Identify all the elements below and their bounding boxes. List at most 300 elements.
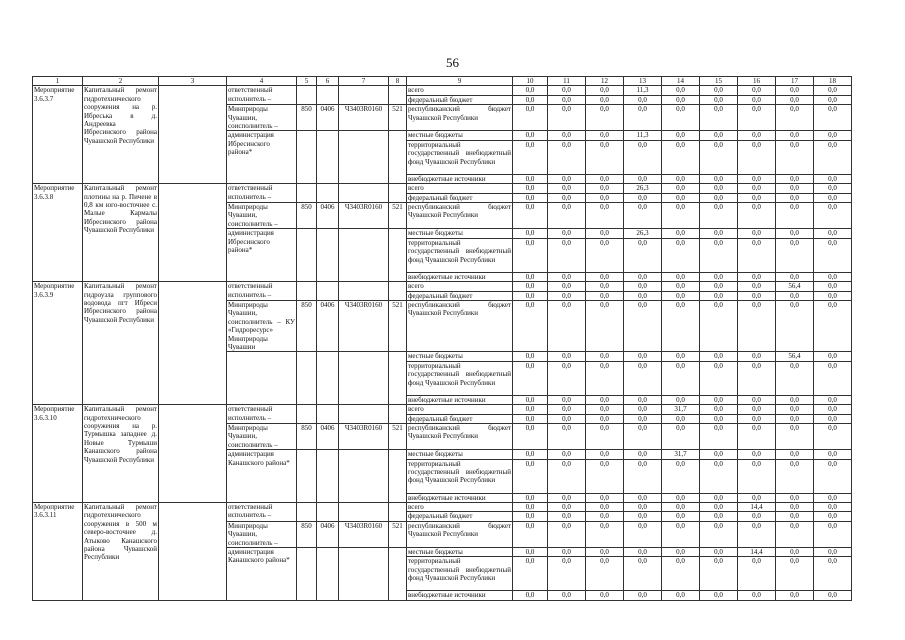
amount-cell: 0,0: [814, 131, 852, 140]
funding-source: местные бюджеты: [407, 131, 513, 140]
column-number: 4: [227, 77, 297, 86]
amount-cell: 0,0: [700, 95, 738, 104]
amount-cell: 0,0: [738, 405, 776, 414]
amount-cell: 11,3: [624, 131, 662, 140]
column-number: 16: [738, 77, 776, 86]
funding-source: всего: [407, 405, 513, 414]
amount-cell: 0,0: [738, 395, 776, 404]
amount-cell: 0,0: [700, 203, 738, 229]
csr-code: Ч3403R0160: [339, 300, 389, 351]
funding-source: территориальный государственный внебюджетный фонд Чувашской Республики: [407, 140, 513, 174]
responsible-executor: ответственный исполнитель –: [227, 503, 297, 522]
csr-code: Ч3403R0160: [339, 521, 389, 547]
measure-title: Капитальный ремонт гидротехнического сооружения на р. Ибреська в д. Андреевка Ибресинского района Чувашской Республики: [83, 86, 159, 184]
amount-cell: 0,0: [738, 140, 776, 174]
amount-cell: 0,0: [700, 86, 738, 95]
amount-cell: 0,0: [548, 395, 586, 404]
rzpr-empty: [317, 503, 339, 522]
amount-cell: 0,0: [662, 395, 700, 404]
amount-cell: 0,0: [548, 131, 586, 140]
vr-empty: [389, 503, 407, 522]
grbs-empty: [297, 450, 317, 503]
co-executor: Минприроды Чувашии, соисполнитель –: [227, 203, 297, 229]
amount-cell: 0,0: [814, 557, 852, 591]
amount-cell: 0,0: [586, 548, 624, 557]
funding-source: внебюджетные источники: [407, 591, 513, 600]
amount-cell: 0,0: [700, 140, 738, 174]
amount-cell: 0,0: [513, 361, 548, 395]
amount-cell: 0,0: [814, 238, 852, 272]
column-number: 7: [339, 77, 389, 86]
amount-cell: 0,0: [776, 203, 814, 229]
rzpr-empty: [317, 352, 339, 405]
amount-cell: 0,0: [776, 229, 814, 238]
amount-cell: 0,0: [700, 352, 738, 361]
amount-cell: 0,0: [624, 282, 662, 291]
amount-cell: 0,0: [662, 557, 700, 591]
vr-empty: [389, 450, 407, 503]
responsible-executor: ответственный исполнитель –: [227, 282, 297, 301]
vr-empty: [389, 86, 407, 105]
csr-empty: [339, 131, 389, 184]
amount-cell: 0,0: [586, 174, 624, 183]
amount-cell: 0,0: [814, 95, 852, 104]
amount-cell: 0,0: [776, 174, 814, 183]
rzpr-empty: [317, 184, 339, 203]
amount-cell: 0,0: [513, 548, 548, 557]
grbs-empty: [297, 184, 317, 203]
amount-cell: 0,0: [586, 105, 624, 131]
amount-cell: 0,0: [624, 591, 662, 600]
column-number: 11: [548, 77, 586, 86]
amount-cell: 0,0: [624, 352, 662, 361]
amount-cell: 0,0: [776, 193, 814, 202]
amount-cell: 0,0: [700, 414, 738, 423]
amount-cell: 0,0: [624, 548, 662, 557]
amount-cell: 0,0: [814, 423, 852, 449]
vr-code: 521: [389, 521, 407, 547]
rzpr-empty: [317, 131, 339, 184]
rzpr-empty: [317, 548, 339, 601]
vr-code: 521: [389, 203, 407, 229]
amount-cell: 0,0: [776, 272, 814, 281]
amount-cell: 0,0: [738, 423, 776, 449]
amount-cell: 0,0: [548, 352, 586, 361]
rzpr-code: 0406: [317, 300, 339, 351]
amount-cell: 0,0: [624, 193, 662, 202]
amount-cell: 0,0: [586, 503, 624, 512]
grbs-empty: [297, 86, 317, 105]
amount-cell: 0,0: [548, 229, 586, 238]
amount-cell: 0,0: [814, 140, 852, 174]
rzpr-empty: [317, 229, 339, 282]
amount-cell: 0,0: [586, 86, 624, 95]
responsible-executor: ответственный исполнитель –: [227, 86, 297, 105]
grbs-empty: [297, 548, 317, 601]
vr-code: 521: [389, 105, 407, 131]
rzpr-empty: [317, 86, 339, 105]
amount-cell: 0,0: [662, 548, 700, 557]
vr-code: 521: [389, 300, 407, 351]
amount-cell: 0,0: [738, 174, 776, 183]
amount-cell: 0,0: [738, 300, 776, 351]
amount-cell: 0,0: [776, 105, 814, 131]
co-executor: Минприроды Чувашии, соисполнитель –: [227, 521, 297, 547]
measure-title: Капитальный ремонт гидротехнического сооружения на р. Турмышка западнее д. Новые Турмыши Канашского района Чувашской Республики: [83, 405, 159, 503]
funding-source: территориальный государственный внебюджетный фонд Чувашской Республики: [407, 557, 513, 591]
amount-cell: 0,0: [662, 503, 700, 512]
amount-cell: 14,4: [738, 503, 776, 512]
amount-cell: 0,0: [586, 405, 624, 414]
amount-cell: 0,0: [624, 203, 662, 229]
amount-cell: 0,0: [586, 414, 624, 423]
amount-cell: 0,0: [513, 282, 548, 291]
amount-cell: 0,0: [776, 512, 814, 521]
amount-cell: 0,0: [513, 105, 548, 131]
amount-cell: 0,0: [548, 512, 586, 521]
amount-cell: 0,0: [662, 521, 700, 547]
amount-cell: 0,0: [548, 105, 586, 131]
funding-source: местные бюджеты: [407, 352, 513, 361]
amount-cell: 0,0: [662, 459, 700, 493]
amount-cell: 0,0: [700, 361, 738, 395]
csr-empty: [339, 184, 389, 203]
measure-number: Мероприятие 3.6.3.9: [33, 282, 83, 405]
local-administration: администрация Канашского района*: [227, 450, 297, 503]
rzpr-code: 0406: [317, 203, 339, 229]
amount-cell: 56,4: [776, 282, 814, 291]
amount-cell: 0,0: [662, 105, 700, 131]
vr-empty: [389, 405, 407, 424]
column-number: 1: [33, 77, 83, 86]
local-administration: администрация Ибресинского района*: [227, 229, 297, 282]
funding-source: республиканский бюджет Чувашской Республики: [407, 203, 513, 229]
amount-cell: 0,0: [548, 493, 586, 502]
amount-cell: 0,0: [513, 203, 548, 229]
grbs-code: 850: [297, 105, 317, 131]
rzpr-empty: [317, 450, 339, 503]
funding-source: всего: [407, 86, 513, 95]
amount-cell: 0,0: [662, 174, 700, 183]
amount-cell: 0,0: [738, 184, 776, 193]
amount-cell: 0,0: [738, 95, 776, 104]
amount-cell: 0,0: [738, 105, 776, 131]
amount-cell: 0,0: [624, 105, 662, 131]
amount-cell: 0,0: [814, 174, 852, 183]
amount-cell: 0,0: [700, 503, 738, 512]
amount-cell: 11,3: [624, 86, 662, 95]
amount-cell: 0,0: [814, 203, 852, 229]
vr-empty: [389, 229, 407, 282]
amount-cell: 0,0: [513, 352, 548, 361]
amount-cell: 0,0: [700, 131, 738, 140]
measure-number: Мероприятие 3.6.3.10: [33, 405, 83, 503]
amount-cell: 0,0: [738, 291, 776, 300]
amount-cell: 0,0: [700, 512, 738, 521]
column-number: 12: [586, 77, 624, 86]
grbs-empty: [297, 131, 317, 184]
column-number: 13: [624, 77, 662, 86]
amount-cell: 0,0: [586, 282, 624, 291]
amount-cell: 0,0: [548, 272, 586, 281]
empty-cell: [159, 503, 227, 601]
amount-cell: 0,0: [548, 591, 586, 600]
amount-cell: 0,0: [513, 512, 548, 521]
amount-cell: 0,0: [548, 459, 586, 493]
amount-cell: 0,0: [662, 591, 700, 600]
amount-cell: 0,0: [662, 193, 700, 202]
amount-cell: 0,0: [624, 423, 662, 449]
funding-source: внебюджетные источники: [407, 395, 513, 404]
amount-cell: 0,0: [814, 414, 852, 423]
amount-cell: 0,0: [662, 493, 700, 502]
amount-cell: 0,0: [814, 193, 852, 202]
funding-source: территориальный государственный внебюджетный фонд Чувашской Республики: [407, 238, 513, 272]
funding-source: всего: [407, 184, 513, 193]
amount-cell: 0,0: [776, 503, 814, 512]
amount-cell: 0,0: [662, 229, 700, 238]
amount-cell: 0,0: [776, 450, 814, 459]
amount-cell: 0,0: [776, 591, 814, 600]
local-administration: [227, 352, 297, 405]
rzpr-code: 0406: [317, 423, 339, 449]
amount-cell: 0,0: [548, 450, 586, 459]
amount-cell: 0,0: [700, 282, 738, 291]
funding-source: федеральный бюджет: [407, 291, 513, 300]
co-executor: Минприроды Чувашии, соисполнитель – КУ «Гидроресурс» Минприроды Чувашии: [228, 300, 295, 351]
co-executor: Минприроды Чувашии, соисполнитель –: [227, 105, 297, 131]
amount-cell: 0,0: [548, 300, 586, 351]
amount-cell: 0,0: [738, 229, 776, 238]
amount-cell: 0,0: [814, 405, 852, 414]
amount-cell: 0,0: [700, 229, 738, 238]
csr-empty: [339, 86, 389, 105]
column-number: 17: [776, 77, 814, 86]
amount-cell: 0,0: [548, 423, 586, 449]
vr-empty: [389, 131, 407, 184]
amount-cell: 0,0: [738, 512, 776, 521]
empty-cell: [159, 184, 227, 282]
amount-cell: 0,0: [513, 184, 548, 193]
csr-code: Ч3403R0160: [339, 105, 389, 131]
funding-source: местные бюджеты: [407, 450, 513, 459]
amount-cell: 14,4: [738, 548, 776, 557]
amount-cell: 0,0: [586, 131, 624, 140]
amount-cell: 0,0: [814, 105, 852, 131]
measure-title: Капитальный ремонт гидротехнического сооружения в 500 м северо-восточнее д. Атыково Канашского района Чувашской Республики: [83, 503, 159, 601]
funding-source: республиканский бюджет Чувашской Республики: [407, 521, 513, 547]
amount-cell: 0,0: [586, 140, 624, 174]
amount-cell: 0,0: [662, 423, 700, 449]
amount-cell: 0,0: [513, 557, 548, 591]
amount-cell: 0,0: [513, 140, 548, 174]
column-number: 2: [83, 77, 159, 86]
amount-cell: 0,0: [776, 493, 814, 502]
amount-cell: 0,0: [662, 512, 700, 521]
amount-cell: 0,0: [738, 361, 776, 395]
amount-cell: 0,0: [700, 105, 738, 131]
amount-cell: 0,0: [700, 459, 738, 493]
column-number: 10: [513, 77, 548, 86]
amount-cell: 0,0: [776, 184, 814, 193]
amount-cell: 0,0: [776, 131, 814, 140]
amount-cell: 0,0: [548, 86, 586, 95]
amount-cell: 0,0: [513, 238, 548, 272]
grbs-code: 850: [297, 423, 317, 449]
amount-cell: 0,0: [738, 131, 776, 140]
funding-source: республиканский бюджет Чувашской Республики: [407, 105, 513, 131]
amount-cell: 0,0: [662, 238, 700, 272]
table-row: [33, 282, 852, 291]
amount-cell: 0,0: [513, 174, 548, 183]
amount-cell: 0,0: [738, 521, 776, 547]
amount-cell: 0,0: [586, 591, 624, 600]
grbs-code: 850: [297, 203, 317, 229]
measure-title: Капитальный ремонт гидроузла группового водовода пгт Ибреси Ибресинского района Чувашской Республики: [83, 282, 159, 405]
amount-cell: 0,0: [814, 591, 852, 600]
funding-source: федеральный бюджет: [407, 512, 513, 521]
amount-cell: 0,0: [624, 503, 662, 512]
amount-cell: 0,0: [700, 521, 738, 547]
funding-source: всего: [407, 503, 513, 512]
amount-cell: 0,0: [814, 291, 852, 300]
amount-cell: 0,0: [738, 238, 776, 272]
column-number: 18: [814, 77, 852, 86]
amount-cell: 0,0: [700, 557, 738, 591]
funding-source: внебюджетные источники: [407, 493, 513, 502]
amount-cell: 0,0: [738, 459, 776, 493]
amount-cell: 0,0: [814, 184, 852, 193]
funding-source: республиканский бюджет Чувашской Республики: [407, 300, 513, 351]
funding-source: федеральный бюджет: [407, 193, 513, 202]
rzpr-code: 0406: [317, 105, 339, 131]
amount-cell: 0,0: [776, 300, 814, 351]
amount-cell: 0,0: [548, 203, 586, 229]
local-administration: администрация Ибресинского района*: [227, 131, 297, 184]
measure-title: Капитальный ремонт плотины на р. Пичене в 0,8 км юго-восточнее с. Малые Кармалы Ибресинского района Чувашской Республики: [83, 184, 159, 282]
amount-cell: 0,0: [624, 450, 662, 459]
amount-cell: 0,0: [662, 95, 700, 104]
amount-cell: 0,0: [814, 459, 852, 493]
amount-cell: 0,0: [738, 203, 776, 229]
amount-cell: 0,0: [513, 450, 548, 459]
amount-cell: 0,0: [700, 405, 738, 414]
amount-cell: 0,0: [738, 86, 776, 95]
amount-cell: 0,0: [586, 193, 624, 202]
amount-cell: 0,0: [513, 405, 548, 414]
amount-cell: 0,0: [814, 282, 852, 291]
amount-cell: 0,0: [586, 361, 624, 395]
amount-cell: 0,0: [548, 503, 586, 512]
amount-cell: 0,0: [548, 548, 586, 557]
amount-cell: 0,0: [814, 272, 852, 281]
amount-cell: 0,0: [586, 521, 624, 547]
amount-cell: 0,0: [814, 503, 852, 512]
funding-source: всего: [407, 282, 513, 291]
amount-cell: 0,0: [776, 140, 814, 174]
co-executor: Минприроды Чувашии, соисполнитель –: [227, 423, 297, 449]
csr-empty: [339, 503, 389, 522]
amount-cell: 0,0: [700, 291, 738, 300]
amount-cell: 0,0: [738, 493, 776, 502]
amount-cell: 0,0: [776, 521, 814, 547]
amount-cell: 0,0: [513, 193, 548, 202]
amount-cell: 31,7: [662, 450, 700, 459]
column-number: 9: [407, 77, 513, 86]
amount-cell: 0,0: [513, 95, 548, 104]
empty-cell: [159, 282, 227, 405]
amount-cell: 0,0: [548, 95, 586, 104]
amount-cell: 0,0: [586, 512, 624, 521]
amount-cell: 0,0: [548, 405, 586, 414]
column-number: 8: [389, 77, 407, 86]
amount-cell: 0,0: [776, 459, 814, 493]
grbs-empty: [297, 503, 317, 522]
empty-cell: [159, 405, 227, 503]
amount-cell: 0,0: [814, 395, 852, 404]
amount-cell: 0,0: [513, 493, 548, 502]
csr-code: Ч3403R0160: [339, 203, 389, 229]
amount-cell: 0,0: [776, 291, 814, 300]
amount-cell: 0,0: [513, 591, 548, 600]
amount-cell: 0,0: [738, 272, 776, 281]
amount-cell: 0,0: [624, 405, 662, 414]
funding-source: местные бюджеты: [407, 548, 513, 557]
amount-cell: 0,0: [776, 361, 814, 395]
amount-cell: 0,0: [738, 193, 776, 202]
amount-cell: 0,0: [513, 459, 548, 493]
amount-cell: 0,0: [700, 591, 738, 600]
amount-cell: 0,0: [814, 521, 852, 547]
table-row: [33, 184, 852, 193]
funding-source: территориальный государственный внебюджетный фонд Чувашской Республики: [407, 459, 513, 493]
amount-cell: 0,0: [738, 352, 776, 361]
column-numbers-row: [33, 77, 852, 86]
csr-empty: [339, 229, 389, 282]
funding-source: территориальный государственный внебюджетный фонд Чувашской Республики: [407, 361, 513, 395]
amount-cell: 31,7: [662, 405, 700, 414]
grbs-empty: [297, 282, 317, 301]
amount-cell: 0,0: [776, 423, 814, 449]
amount-cell: 0,0: [513, 131, 548, 140]
amount-cell: 0,0: [624, 140, 662, 174]
csr-empty: [339, 548, 389, 601]
amount-cell: 0,0: [624, 95, 662, 104]
amount-cell: 0,0: [513, 414, 548, 423]
rzpr-empty: [317, 405, 339, 424]
amount-cell: 0,0: [776, 395, 814, 404]
amount-cell: 0,0: [624, 459, 662, 493]
amount-cell: 0,0: [738, 282, 776, 291]
amount-cell: 0,0: [662, 300, 700, 351]
amount-cell: 0,0: [700, 184, 738, 193]
amount-cell: 0,0: [814, 86, 852, 95]
amount-cell: 0,0: [662, 361, 700, 395]
grbs-code: 850: [297, 300, 317, 351]
csr-empty: [339, 282, 389, 301]
amount-cell: 0,0: [700, 174, 738, 183]
csr-empty: [339, 405, 389, 424]
amount-cell: 56,4: [776, 352, 814, 361]
amount-cell: 0,0: [814, 352, 852, 361]
amount-cell: 0,0: [776, 238, 814, 272]
grbs-empty: [297, 352, 317, 405]
amount-cell: 0,0: [700, 450, 738, 459]
amount-cell: 0,0: [548, 282, 586, 291]
amount-cell: 0,0: [624, 493, 662, 502]
amount-cell: 0,0: [586, 459, 624, 493]
amount-cell: 0,0: [548, 414, 586, 423]
